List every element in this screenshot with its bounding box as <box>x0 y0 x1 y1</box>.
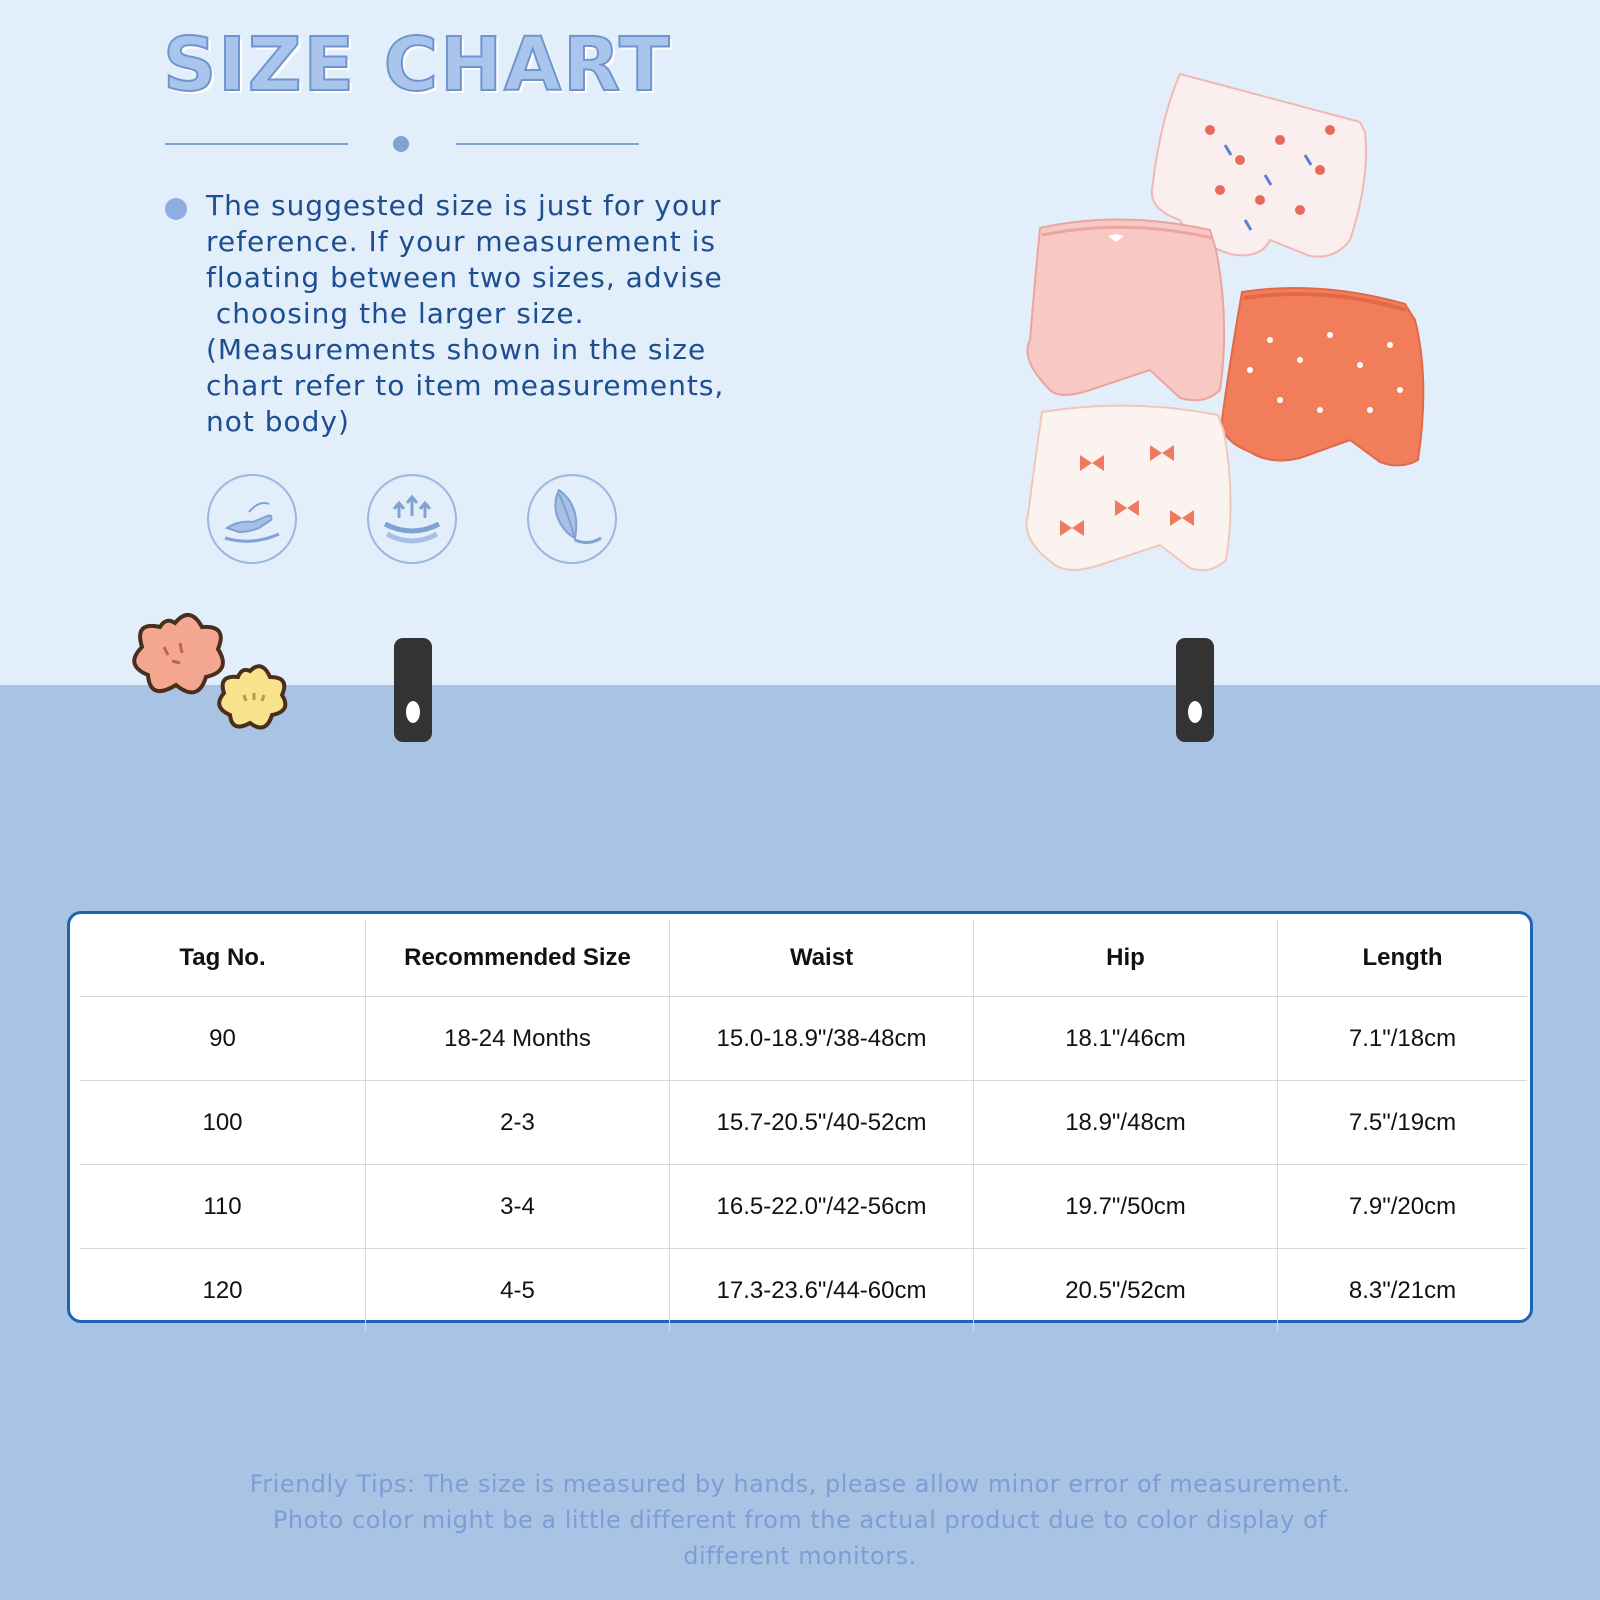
cell-length: 7.1"/18cm <box>1278 997 1528 1081</box>
size-table-card <box>67 911 1533 1323</box>
page-title: SIZE CHART <box>163 22 672 108</box>
notice-line: (Measurements shown in the size <box>206 333 707 366</box>
cell-length: 7.5"/19cm <box>1278 1081 1528 1165</box>
table-row <box>80 1165 1527 1249</box>
cell-length: 8.3"/21cm <box>1278 1249 1528 1333</box>
cell-tag-no: 100 <box>80 1081 366 1165</box>
breathable-arrows-icon <box>367 474 457 564</box>
pink-plain-shorts <box>1028 219 1225 400</box>
table-row <box>80 997 1527 1081</box>
cell-tag-no: 90 <box>80 997 366 1081</box>
feather-light-icon <box>527 474 617 564</box>
notice-line: not body) <box>206 405 350 438</box>
title-divider-dot <box>393 136 409 152</box>
tips-line: different monitors. <box>683 1542 917 1570</box>
table-row <box>80 1249 1527 1333</box>
hand-soft-icon <box>207 474 297 564</box>
hanger-hole <box>1188 701 1202 723</box>
header-recommended-size: Recommended Size <box>366 920 670 997</box>
table-header-row <box>80 920 1527 997</box>
cell-recommended-size: 4-5 <box>366 1249 670 1333</box>
title-divider-right <box>456 143 639 145</box>
cell-hip: 19.7"/50cm <box>974 1165 1278 1249</box>
cell-tag-no: 110 <box>80 1165 366 1249</box>
tips-line: Friendly Tips: The size is measured by hands, please allow minor error of measurement. <box>249 1470 1351 1498</box>
friendly-tips <box>150 1466 1450 1574</box>
cell-waist: 17.3-23.6"/44-60cm <box>670 1249 974 1333</box>
table-hanger-tab-right <box>1176 638 1214 742</box>
notice-line: choosing the larger size. <box>206 297 585 330</box>
cell-waist: 16.5-22.0"/42-56cm <box>670 1165 974 1249</box>
bow-print-shorts <box>1027 406 1231 571</box>
cell-length: 7.9"/20cm <box>1278 1165 1528 1249</box>
notice-line: reference. If your measurement is <box>206 225 716 258</box>
cell-recommended-size: 3-4 <box>366 1165 670 1249</box>
header-hip: Hip <box>974 920 1278 997</box>
header-length: Length <box>1278 920 1528 997</box>
cell-hip: 18.9"/48cm <box>974 1081 1278 1165</box>
table-row <box>80 1081 1527 1165</box>
cell-waist: 15.7-20.5"/40-52cm <box>670 1081 974 1165</box>
notice-line: chart refer to item measurements, <box>206 369 725 402</box>
title-divider-left <box>165 143 348 145</box>
size-table <box>80 920 1527 1332</box>
size-notice <box>206 188 866 440</box>
cell-recommended-size: 18-24 Months <box>366 997 670 1081</box>
hanger-hole <box>406 701 420 723</box>
notice-line: floating between two sizes, advise <box>206 261 723 294</box>
cell-hip: 18.1"/46cm <box>974 997 1278 1081</box>
cell-waist: 15.0-18.9"/38-48cm <box>670 997 974 1081</box>
decorative-flowers-icon <box>120 605 305 755</box>
cell-hip: 20.5"/52cm <box>974 1249 1278 1333</box>
yellow-flower-icon <box>219 666 285 727</box>
header-waist: Waist <box>670 920 974 997</box>
pink-flower-icon <box>134 615 223 692</box>
header-tag-no: Tag No. <box>80 920 366 997</box>
orange-dot-shorts <box>1222 288 1423 466</box>
tips-line: Photo color might be a little different from the actual product due to color display of <box>272 1506 1328 1534</box>
table-hanger-tab-left <box>394 638 432 742</box>
product-shorts-image <box>1020 60 1450 600</box>
cell-recommended-size: 2-3 <box>366 1081 670 1165</box>
cell-tag-no: 120 <box>80 1249 366 1333</box>
notice-line: The suggested size is just for your <box>206 189 722 222</box>
notice-bullet-icon <box>165 198 187 220</box>
